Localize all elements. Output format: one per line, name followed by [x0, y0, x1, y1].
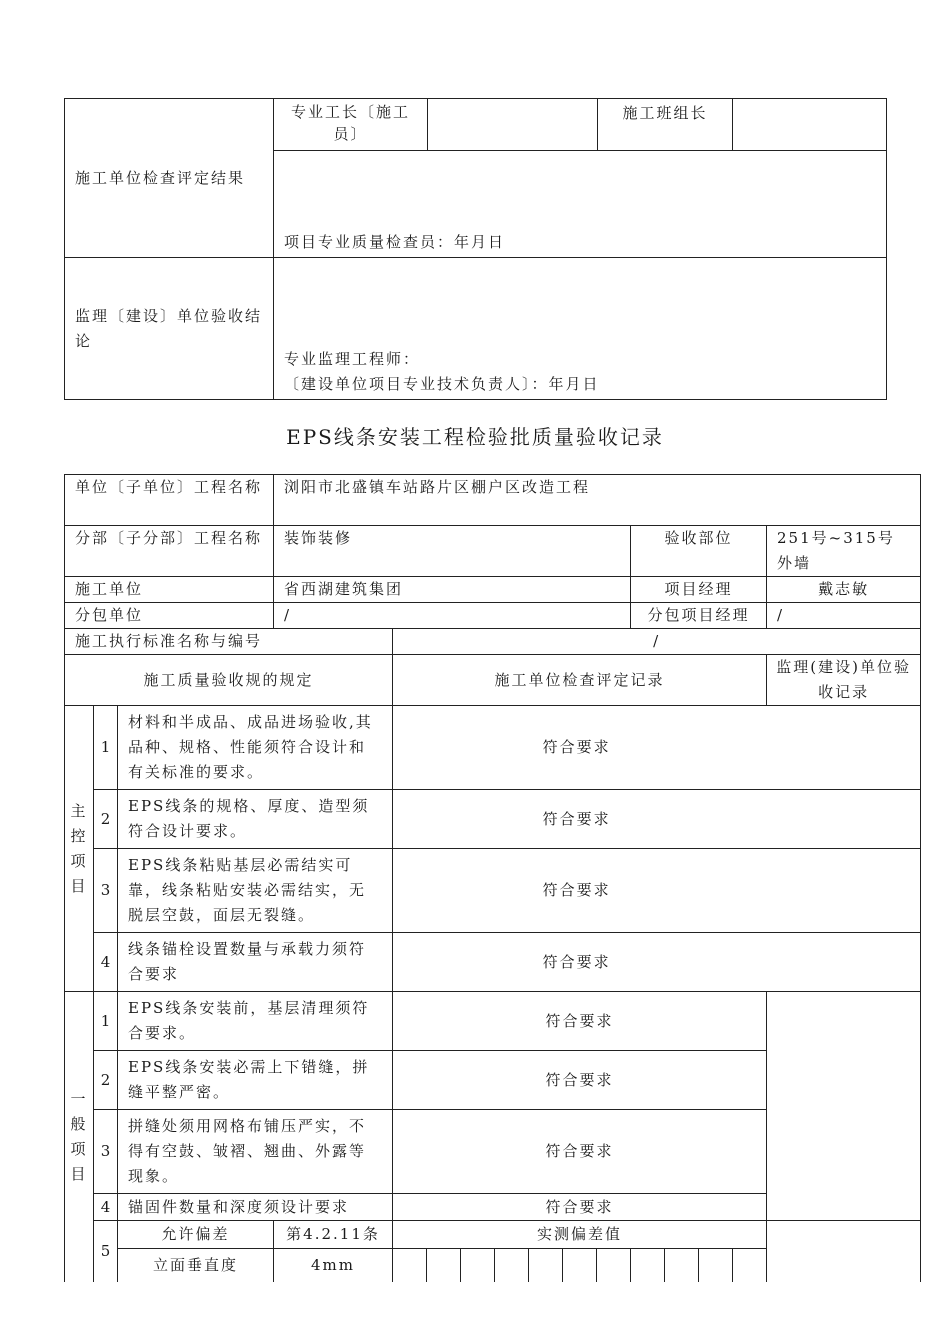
measured-value-cell[interactable]	[665, 1249, 699, 1282]
general-supervision-record[interactable]	[767, 992, 921, 1221]
vertical-deviation-label: 立面垂直度	[118, 1249, 274, 1282]
column-header-supervision: 监理(建设)单位验收记录	[767, 655, 921, 706]
column-header-record: 施工单位检查评定记录	[393, 655, 767, 706]
subcontract-unit-value: /	[274, 603, 631, 629]
inspection-record-table	[64, 474, 921, 1282]
page-title: EPS线条安装工程检验批质量验收记录	[286, 425, 664, 449]
measured-value-cell[interactable]	[699, 1249, 733, 1282]
main-item-result: 符合要求	[393, 849, 921, 933]
vertical-deviation-value: 4mm	[274, 1249, 393, 1282]
measured-value-cell[interactable]	[427, 1249, 461, 1282]
measured-value-cell[interactable]	[495, 1249, 529, 1282]
engineer-line: 专业监理工程师：	[284, 350, 421, 368]
subcontract-unit-label: 分包单位	[65, 603, 274, 629]
team-leader-label: 施工班组长	[598, 99, 733, 151]
general-item-text: 拼缝处须用网格布铺压严实，不得有空鼓、皱褶、翘曲、外露等现象。	[118, 1110, 393, 1194]
signoff-table	[64, 98, 887, 400]
accept-part-value: 251号~315号外墙	[767, 526, 921, 577]
measured-value-cell[interactable]	[563, 1249, 597, 1282]
foreman-label: 专业工长〔施工员〕	[274, 99, 428, 151]
main-item-text: 材料和半成品、成品进场验收,其品种、规格、性能须符合设计和有关标准的要求。	[118, 706, 393, 790]
column-header-spec: 施工质量验收规的规定	[65, 655, 393, 706]
general-item-result: 符合要求	[393, 992, 767, 1051]
main-item-text: 线条锚栓设置数量与承载力须符合要求	[118, 933, 393, 992]
general-item-number: 4	[94, 1194, 118, 1221]
construction-result-label: 施工单位检查评定结果	[65, 99, 274, 258]
main-item-number: 1	[94, 706, 118, 790]
main-item-number: 2	[94, 790, 118, 849]
main-item-result: 符合要求	[393, 790, 921, 849]
general-item-text: EPS线条安装前，基层清理须符合要求。	[118, 992, 393, 1051]
standard-label: 施工执行标准名称与编号	[65, 629, 393, 655]
measured-value-cell[interactable]	[597, 1249, 631, 1282]
measured-value-cell[interactable]	[393, 1249, 427, 1282]
supervision-conclusion-label: 监理〔建设〕单位验收结论	[65, 258, 274, 400]
general-item-result: 符合要求	[393, 1110, 767, 1194]
general-item-result: 符合要求	[393, 1051, 767, 1110]
general-group-label: 一 般 项 目	[65, 992, 94, 1282]
owner-line: 〔建设单位项目专业技术负责人〕：年月日	[284, 375, 600, 393]
measured-value-cell[interactable]	[631, 1249, 665, 1282]
construction-unit-label: 施工单位	[65, 577, 274, 603]
general-item-text: EPS线条安装必需上下错缝，拼缝平整严密。	[118, 1051, 393, 1110]
subcontract-manager-label: 分包项目经理	[631, 603, 767, 629]
sub-project-value: 装饰装修	[274, 526, 631, 577]
team-leader-value[interactable]	[733, 99, 887, 151]
general-item-text: 锚固件数量和深度须设计要求	[118, 1194, 393, 1221]
sub-project-label: 分部〔子分部〕工程名称	[65, 526, 274, 577]
project-manager-label: 项目经理	[631, 577, 767, 603]
main-item-text: EPS线条粘贴基层必需结实可靠，线条粘贴安装必需结实，无脱层空鼓，面层无裂缝。	[118, 849, 393, 933]
supervision-signoff	[274, 258, 887, 400]
construction-unit-value: 省西湖建筑集团	[274, 577, 631, 603]
general-item-result: 符合要求	[393, 1194, 767, 1221]
subcontract-manager-value: /	[767, 603, 921, 629]
general-supervision-record-extra[interactable]	[767, 1221, 921, 1282]
main-item-result: 符合要求	[393, 706, 921, 790]
unit-project-value: 浏阳市北盛镇车站路片区棚户区改造工程	[274, 475, 921, 526]
main-item-text: EPS线条的规格、厚度、造型须符合设计要求。	[118, 790, 393, 849]
project-manager-value: 戴志敏	[767, 577, 921, 603]
general-item-number: 2	[94, 1051, 118, 1110]
foreman-value[interactable]	[428, 99, 598, 151]
main-control-group-label: 主 控 项 目	[65, 706, 94, 992]
measured-value-cell[interactable]	[461, 1249, 495, 1282]
standard-value: /	[393, 629, 921, 655]
main-item-number: 3	[94, 849, 118, 933]
main-item-result: 符合要求	[393, 933, 921, 992]
accept-part-label: 验收部位	[631, 526, 767, 577]
allowed-deviation-label: 允许偏差	[118, 1221, 274, 1249]
general-item-number: 5	[94, 1221, 118, 1282]
measured-value-cell[interactable]	[529, 1249, 563, 1282]
general-item-number: 3	[94, 1110, 118, 1194]
clause-reference: 第4.2.11条	[274, 1221, 393, 1249]
unit-project-label: 单位〔子单位〕工程名称	[65, 475, 274, 526]
general-item-number: 1	[94, 992, 118, 1051]
main-item-number: 4	[94, 933, 118, 992]
inspector-line: 项目专业质量检查员：年月日	[274, 151, 887, 258]
measured-deviation-label: 实测偏差值	[393, 1221, 767, 1249]
